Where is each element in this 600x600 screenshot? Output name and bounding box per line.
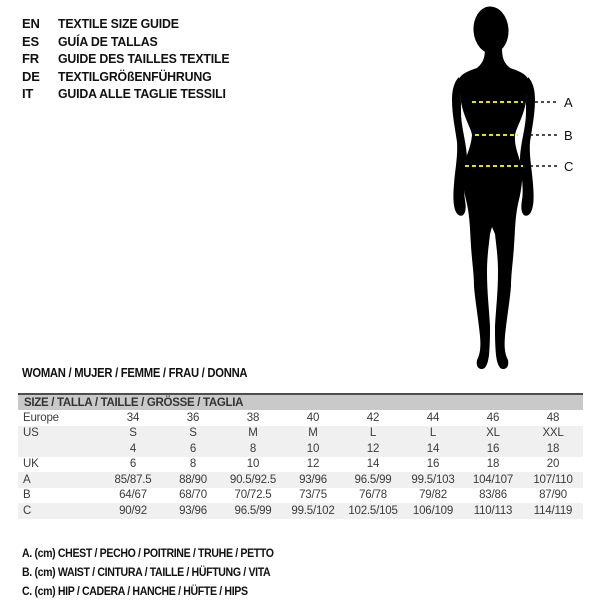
size-value-cell: M	[308, 427, 318, 440]
language-row	[22, 50, 238, 68]
size-table-row	[18, 503, 583, 519]
legend-row: A. (cm) CHEST / PECHO / POITRINE / TRUHE / PETTO	[22, 545, 274, 560]
language-row	[22, 15, 238, 33]
marker-label-c: C	[564, 159, 574, 174]
legend-row: B. (cm) WAIST / CINTURA / TAILLE / HÜFTUNG / VITA	[22, 564, 271, 579]
size-table-row	[18, 410, 583, 426]
language-code: IT	[22, 86, 34, 102]
table-title: WOMAN / MUJER / FEMME / FRAU / DONNA	[22, 366, 248, 380]
size-value-cell: L	[429, 427, 437, 440]
size-value-cell: S	[129, 427, 137, 440]
size-value-cell: M	[248, 427, 258, 440]
size-value-cell: 10	[246, 458, 260, 471]
size-value-cell: 87/90	[539, 489, 567, 502]
size-value-cell: 99.5/103	[411, 473, 455, 486]
size-value-cell: 64/67	[119, 489, 147, 502]
size-value-cell: 110/113	[473, 504, 513, 517]
row-label: Europe	[23, 411, 59, 424]
size-value-cell: 76/78	[359, 489, 387, 502]
size-table-row	[18, 457, 583, 473]
size-value-cell: 88/90	[179, 473, 207, 486]
language-title-list	[22, 15, 238, 103]
guide-title-text: TEXTILE SIZE GUIDE	[58, 16, 179, 32]
language-row	[22, 85, 238, 103]
size-value-cell: 18	[546, 442, 560, 455]
size-value-cell: 6	[129, 458, 137, 471]
legend-row: C. (cm) HIP / CADERA / HANCHE / HÜFTE / HIPS	[22, 583, 248, 598]
size-value-cell: 34	[126, 411, 140, 424]
size-value-cell: 114/119	[533, 504, 573, 517]
size-value-cell: 79/82	[419, 489, 447, 502]
language-row	[22, 68, 238, 86]
size-value-cell: 96.5/99	[354, 473, 392, 486]
woman-silhouette-icon	[430, 0, 580, 380]
size-value-cell: XL	[486, 427, 500, 440]
guide-title-text: TEXTILGRÖßENFÜHRUNG	[58, 68, 212, 84]
measurement-legend	[22, 543, 308, 600]
size-value-cell: L	[369, 427, 377, 440]
size-value-cell: 46	[486, 411, 500, 424]
row-label: UK	[23, 458, 39, 471]
size-value-cell: 18	[486, 458, 500, 471]
size-value-cell: 36	[186, 411, 200, 424]
guide-title-text: GUÍA DE TALLAS	[58, 33, 158, 49]
row-label: C	[23, 504, 32, 517]
row-label	[18, 441, 103, 457]
size-value-cell: 93/96	[299, 473, 327, 486]
size-value-cell: 93/96	[179, 504, 207, 517]
size-value-cell: S	[189, 427, 197, 440]
size-value-cell: 12	[366, 442, 380, 455]
size-value-cell: 48	[546, 411, 560, 424]
size-value-cell: 4	[129, 442, 137, 455]
language-code: ES	[22, 33, 39, 49]
size-value-cell: 8	[189, 458, 197, 471]
size-value-cell: 70/72.5	[234, 489, 272, 502]
size-value-cell: 44	[426, 411, 440, 424]
size-value-cell: 96.5/99	[234, 504, 272, 517]
size-value-cell: 12	[306, 458, 320, 471]
size-value-cell: 10	[306, 442, 320, 455]
size-value-cell: 6	[189, 442, 197, 455]
size-table-row	[18, 472, 583, 488]
marker-label-a: A	[564, 95, 573, 110]
guide-title-text: GUIDE DES TAILLES TEXTILE	[58, 51, 230, 67]
language-code: FR	[22, 51, 39, 67]
language-code: EN	[22, 16, 40, 32]
size-value-cell: 16	[426, 458, 440, 471]
language-code: DE	[22, 68, 40, 84]
size-value-cell: 106/109	[412, 504, 454, 517]
row-label: A	[23, 473, 31, 486]
size-table-row	[18, 441, 583, 457]
size-table-header-row	[18, 394, 583, 410]
size-table-header: SIZE / TALLA / TAILLE / GRÖSSE / TAGLIA	[18, 394, 583, 410]
size-value-cell: 73/75	[299, 489, 327, 502]
size-value-cell: 85/87.5	[114, 473, 152, 486]
marker-label-b: B	[564, 128, 573, 143]
silhouette-torso-legs	[459, 48, 528, 369]
size-value-cell: 90.5/92.5	[229, 473, 277, 486]
language-row	[22, 33, 238, 51]
row-label: B	[23, 489, 31, 502]
size-value-cell: 68/70	[179, 489, 207, 502]
size-value-cell: XXL	[542, 427, 564, 440]
size-value-cell: 40	[306, 411, 320, 424]
row-label: US	[23, 427, 39, 440]
size-value-cell: 102.5/105	[348, 504, 398, 517]
size-table-row	[18, 426, 583, 442]
size-table	[18, 393, 583, 519]
guide-title-text: GUIDA ALLE TAGLIE TESSILI	[58, 86, 226, 102]
size-value-cell: 16	[486, 442, 500, 455]
size-value-cell: 83/86	[479, 489, 507, 502]
body-measurement-figure	[430, 0, 580, 380]
size-value-cell: 14	[366, 458, 380, 471]
size-table-row	[18, 488, 583, 504]
size-value-cell: 8	[249, 442, 257, 455]
size-value-cell: 107/110	[533, 473, 573, 486]
size-value-cell: 104/107	[472, 473, 514, 486]
size-value-cell: 38	[246, 411, 260, 424]
size-value-cell: 90/92	[119, 504, 147, 517]
size-value-cell: 42	[366, 411, 380, 424]
size-value-cell: 20	[546, 458, 560, 471]
size-value-cell: 14	[426, 442, 440, 455]
silhouette-head	[472, 5, 510, 54]
size-value-cell: 99.5/102	[291, 504, 335, 517]
